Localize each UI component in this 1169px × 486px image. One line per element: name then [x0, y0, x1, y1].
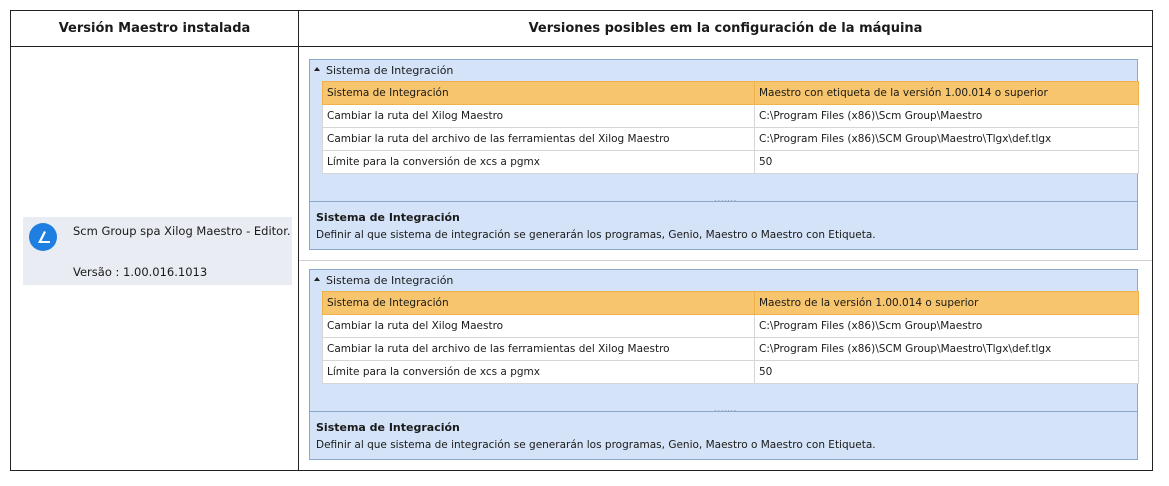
panel-title: Sistema de Integración — [326, 274, 454, 287]
comparison-table — [10, 10, 1153, 471]
property-value[interactable]: Maestro con etiqueta de la versión 1.00.014 o superior — [755, 82, 1139, 105]
possible-versions-header: Versiones posibles em la configuración de la máquina — [528, 21, 923, 36]
maestro-logo-icon — [29, 223, 57, 251]
property-value[interactable]: C:\Program Files (x86)\SCM Group\Maestro\Tlgx\def.tlgx — [755, 128, 1139, 151]
property-grid — [322, 291, 1139, 384]
installed-app-card — [23, 217, 292, 285]
property-value[interactable]: Maestro de la versión 1.00.014 o superior — [755, 292, 1139, 315]
app-name: Scm Group spa Xilog Maestro - Editor. — [73, 224, 291, 238]
property-label: Cambiar la ruta del archivo de las ferramientas del Xilog Maestro — [323, 128, 755, 151]
property-label: Sistema de Integración — [323, 292, 755, 315]
property-label: Límite para la conversión de xcs a pgmx — [323, 361, 755, 384]
property-value[interactable]: 50 — [755, 361, 1139, 384]
property-label: Límite para la conversión de xcs a pgmx — [323, 151, 755, 174]
property-row[interactable] — [323, 128, 1139, 151]
description-title: Sistema de Integración — [316, 421, 460, 434]
description-title: Sistema de Integración — [316, 211, 460, 224]
row-divider — [299, 260, 1152, 261]
property-value[interactable]: C:\Program Files (x86)\Scm Group\Maestro — [755, 315, 1139, 338]
property-row[interactable] — [323, 315, 1139, 338]
property-label: Cambiar la ruta del Xilog Maestro — [323, 315, 755, 338]
property-label: Cambiar la ruta del archivo de las ferramientas del Xilog Maestro — [323, 338, 755, 361]
property-row[interactable] — [323, 338, 1139, 361]
property-value[interactable]: C:\Program Files (x86)\SCM Group\Maestro\Tlgx\def.tlgx — [755, 338, 1139, 361]
property-label: Cambiar la ruta del Xilog Maestro — [323, 105, 755, 128]
property-row[interactable] — [323, 82, 1139, 105]
installed-version-header: Versión Maestro instalada — [58, 21, 251, 36]
splitter-grip-icon[interactable]: ······· — [714, 407, 738, 415]
property-row[interactable] — [323, 105, 1139, 128]
description-text: Definir al que sistema de integración se generarán los programas, Genio, Maestro o Maestro con Etiqueta. — [316, 229, 876, 241]
integration-panel-2 — [309, 269, 1138, 460]
column-divider — [298, 11, 299, 470]
property-row[interactable] — [323, 292, 1139, 315]
property-value[interactable]: C:\Program Files (x86)\Scm Group\Maestro — [755, 105, 1139, 128]
collapse-icon[interactable] — [314, 277, 320, 281]
app-version: Versão : 1.00.016.1013 — [73, 265, 208, 279]
panel-title: Sistema de Integración — [326, 64, 454, 77]
splitter-grip-icon[interactable]: ······· — [714, 197, 738, 205]
property-label: Sistema de Integración — [323, 82, 755, 105]
description-text: Definir al que sistema de integración se generarán los programas, Genio, Maestro o Maestro con Etiqueta. — [316, 439, 876, 451]
header-row — [11, 11, 1152, 47]
collapse-icon[interactable] — [314, 67, 320, 71]
property-row[interactable] — [323, 361, 1139, 384]
integration-panel-1 — [309, 59, 1138, 250]
property-grid — [322, 81, 1139, 174]
property-row[interactable] — [323, 151, 1139, 174]
property-value[interactable]: 50 — [755, 151, 1139, 174]
